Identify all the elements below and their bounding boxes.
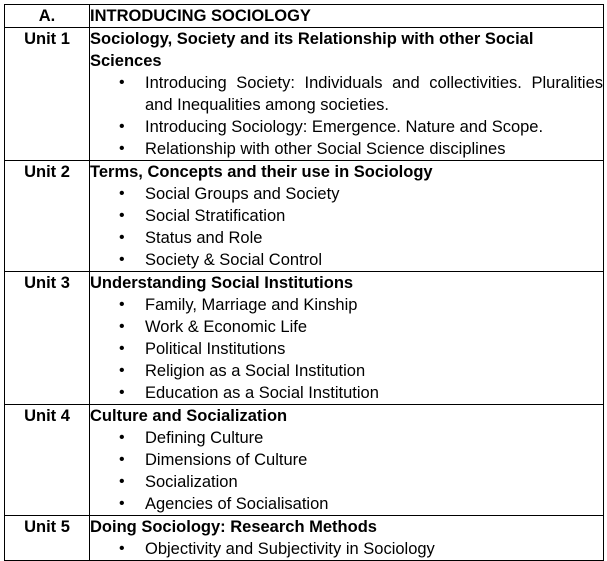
topic-item: • Agencies of Socialisation: [145, 493, 603, 515]
unit-label: Unit 2: [5, 161, 90, 272]
unit-title: Culture and Socialization: [90, 407, 288, 425]
unit-content: [90, 28, 604, 161]
topic-list: [90, 72, 603, 160]
topic-item: • Introducing Sociology: Emergence. Nature and Scope.: [145, 116, 603, 138]
unit-label: Unit 5: [5, 516, 90, 561]
topic-item: • Work & Economic Life: [145, 316, 603, 338]
unit-content: [90, 272, 604, 405]
unit-content: [90, 161, 604, 272]
topic-list: [90, 538, 603, 560]
unit-content: [90, 516, 604, 561]
section-header-row: [5, 5, 604, 28]
unit-row: [5, 28, 604, 161]
unit-row: [5, 272, 604, 405]
unit-title: Understanding Social Institutions: [90, 274, 354, 292]
unit-label: Unit 3: [5, 272, 90, 405]
topic-item: • Political Institutions: [145, 338, 603, 360]
topic-item: • Family, Marriage and Kinship: [145, 294, 603, 316]
unit-title: Doing Sociology: Research Methods: [90, 518, 377, 536]
topic-item: • Social Groups and Society: [145, 183, 603, 205]
topic-item: • Objectivity and Subjectivity in Sociology: [145, 538, 603, 560]
unit-label: Unit 4: [5, 405, 90, 516]
unit-label: Unit 1: [5, 28, 90, 161]
topic-item: • Religion as a Social Institution: [145, 360, 603, 382]
section-title: INTRODUCING SOCIOLOGY: [90, 5, 604, 28]
topic-list: [90, 183, 603, 271]
topic-list: [90, 294, 603, 404]
topic-item: • Status and Role: [145, 227, 603, 249]
unit-row: [5, 516, 604, 561]
unit-title: Terms, Concepts and their use in Sociology: [90, 163, 433, 181]
topic-list: [90, 427, 603, 515]
topic-item: • Relationship with other Social Science disciplines: [145, 138, 603, 160]
topic-item: • Social Stratification: [145, 205, 603, 227]
unit-content: [90, 405, 604, 516]
topic-item: • Socialization: [145, 471, 603, 493]
unit-row: [5, 405, 604, 516]
syllabus-table: [4, 4, 604, 561]
unit-row: [5, 161, 604, 272]
topic-item: • Dimensions of Culture: [145, 449, 603, 471]
topic-item: • Society & Social Control: [145, 249, 603, 271]
unit-title: Sociology, Society and its Relationship with other Social Sciences: [90, 30, 534, 70]
topic-item: • Defining Culture: [145, 427, 603, 449]
topic-item: • Education as a Social Institution: [145, 382, 603, 404]
section-code: A.: [5, 5, 90, 28]
topic-item: • Introducing Society: Individuals and collectivities. Pluralities and Inequalities among societies.: [145, 72, 603, 116]
